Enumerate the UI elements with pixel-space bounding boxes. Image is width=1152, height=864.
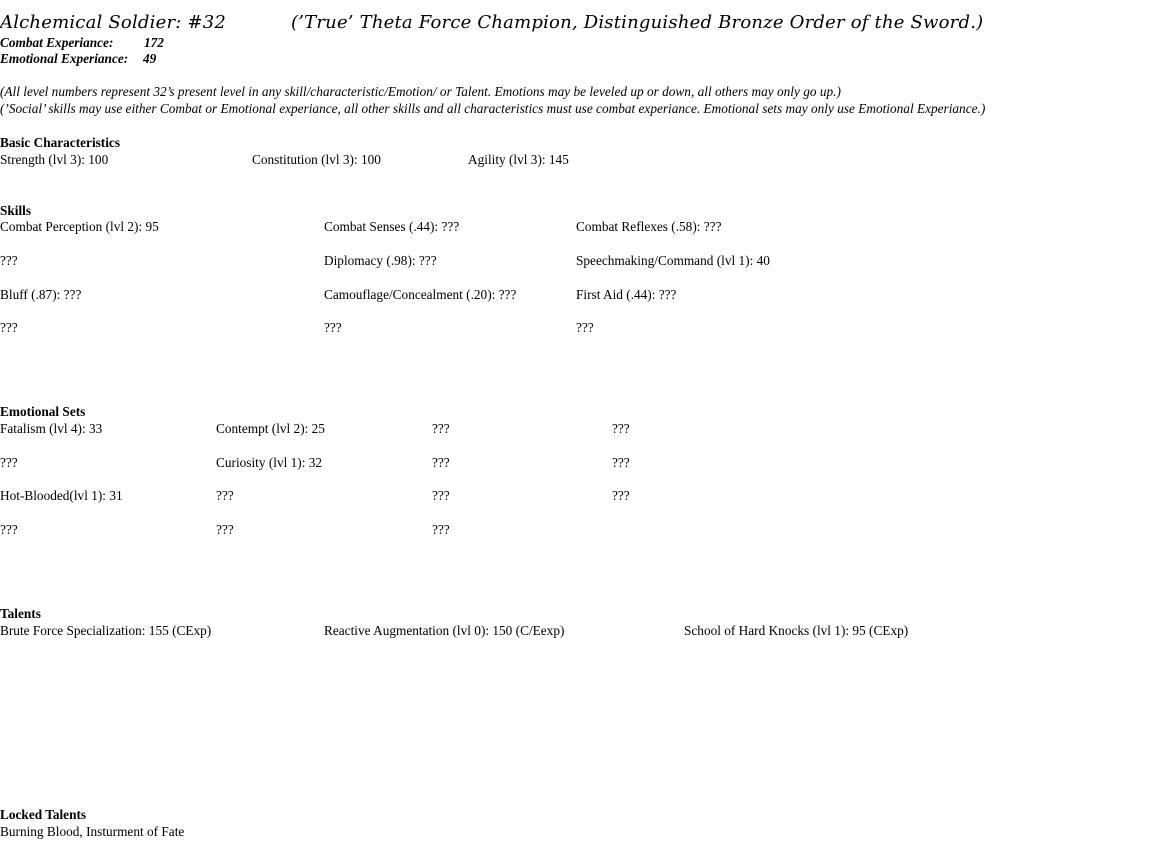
skill-cell: ??? bbox=[576, 320, 594, 335]
character-name: Alchemical Soldier: #32 bbox=[0, 12, 227, 33]
talent-item: Reactive Augmentation (lvl 0): 150 (C/Eexp) bbox=[324, 623, 565, 638]
skill-cell: Diplomacy (.98): ??? bbox=[324, 253, 437, 268]
combat-exp-value: 172 bbox=[144, 35, 164, 50]
character-honors: (’True’ Theta Force Champion, Distinguished Bronze Order of the Sword.) bbox=[291, 12, 984, 33]
note-levels: (All level numbers represent 32’s present level in any skill/characteristic/Emotion/ or Talent. Emotions may be leveled up or down, all others may only go up.) bbox=[0, 84, 841, 99]
talents-heading: Talents bbox=[0, 606, 41, 621]
emotion-cell: ??? bbox=[432, 455, 450, 470]
emotion-cell: ??? bbox=[0, 522, 18, 537]
skill-cell: Combat Reflexes (.58): ??? bbox=[576, 219, 722, 234]
emotion-cell: Contempt (lvl 2): 25 bbox=[216, 421, 325, 436]
talent-item: School of Hard Knocks (lvl 1): 95 (CExp) bbox=[684, 623, 909, 638]
emotion-cell: Fatalism (lvl 4): 33 bbox=[0, 421, 103, 436]
skill-cell: Bluff (.87): ??? bbox=[0, 287, 82, 302]
emotion-cell: ??? bbox=[216, 522, 234, 537]
emotion-cell: ??? bbox=[612, 455, 630, 470]
basic-characteristics-heading: Basic Characteristics bbox=[0, 135, 121, 150]
talent-item: Brute Force Specialization: 155 (CExp) bbox=[0, 623, 212, 638]
skill-cell: Combat Senses (.44): ??? bbox=[324, 219, 460, 234]
emotion-cell: ??? bbox=[432, 421, 450, 436]
emotional-sets-heading: Emotional Sets bbox=[0, 404, 86, 419]
emotion-cell: ??? bbox=[216, 488, 234, 503]
characteristic-constitution: Constitution (lvl 3): 100 bbox=[252, 152, 381, 167]
emotion-cell: Curiosity (lvl 1): 32 bbox=[216, 455, 323, 470]
characteristic-agility: Agility (lvl 3): 145 bbox=[468, 152, 569, 167]
combat-exp-label: Combat Experiance: bbox=[0, 35, 114, 50]
locked-talents-list: Burning Blood, Insturment of Fate bbox=[0, 824, 185, 839]
skill-cell: ??? bbox=[0, 253, 18, 268]
skill-cell: ??? bbox=[324, 320, 342, 335]
characteristic-strength: Strength (lvl 3): 100 bbox=[0, 152, 109, 167]
skill-cell: ??? bbox=[0, 320, 18, 335]
emotion-cell: ??? bbox=[612, 421, 630, 436]
emotional-exp-value: 49 bbox=[143, 51, 157, 66]
emotion-cell: Hot-Blooded(lvl 1): 31 bbox=[0, 488, 123, 503]
emotional-exp-label: Emotional Experiance: bbox=[0, 51, 129, 66]
locked-talents-heading: Locked Talents bbox=[0, 807, 87, 822]
skill-cell: First Aid (.44): ??? bbox=[576, 287, 677, 302]
skill-cell: Camouflage/Concealment (.20): ??? bbox=[324, 287, 517, 302]
note-experience: (’Social’ skills may use either Combat or Emotional experiance, all other skills and all characteristics must use combat experiance. Emotional sets may only use Emotional Experiance.) bbox=[0, 101, 986, 116]
skills-heading: Skills bbox=[0, 203, 32, 218]
emotion-cell: ??? bbox=[432, 522, 450, 537]
skill-cell: Combat Perception (lvl 2): 95 bbox=[0, 219, 159, 234]
emotion-cell: ??? bbox=[0, 455, 18, 470]
emotion-cell: ??? bbox=[612, 488, 630, 503]
skill-cell: Speechmaking/Command (lvl 1): 40 bbox=[576, 253, 770, 268]
emotion-cell: ??? bbox=[432, 488, 450, 503]
